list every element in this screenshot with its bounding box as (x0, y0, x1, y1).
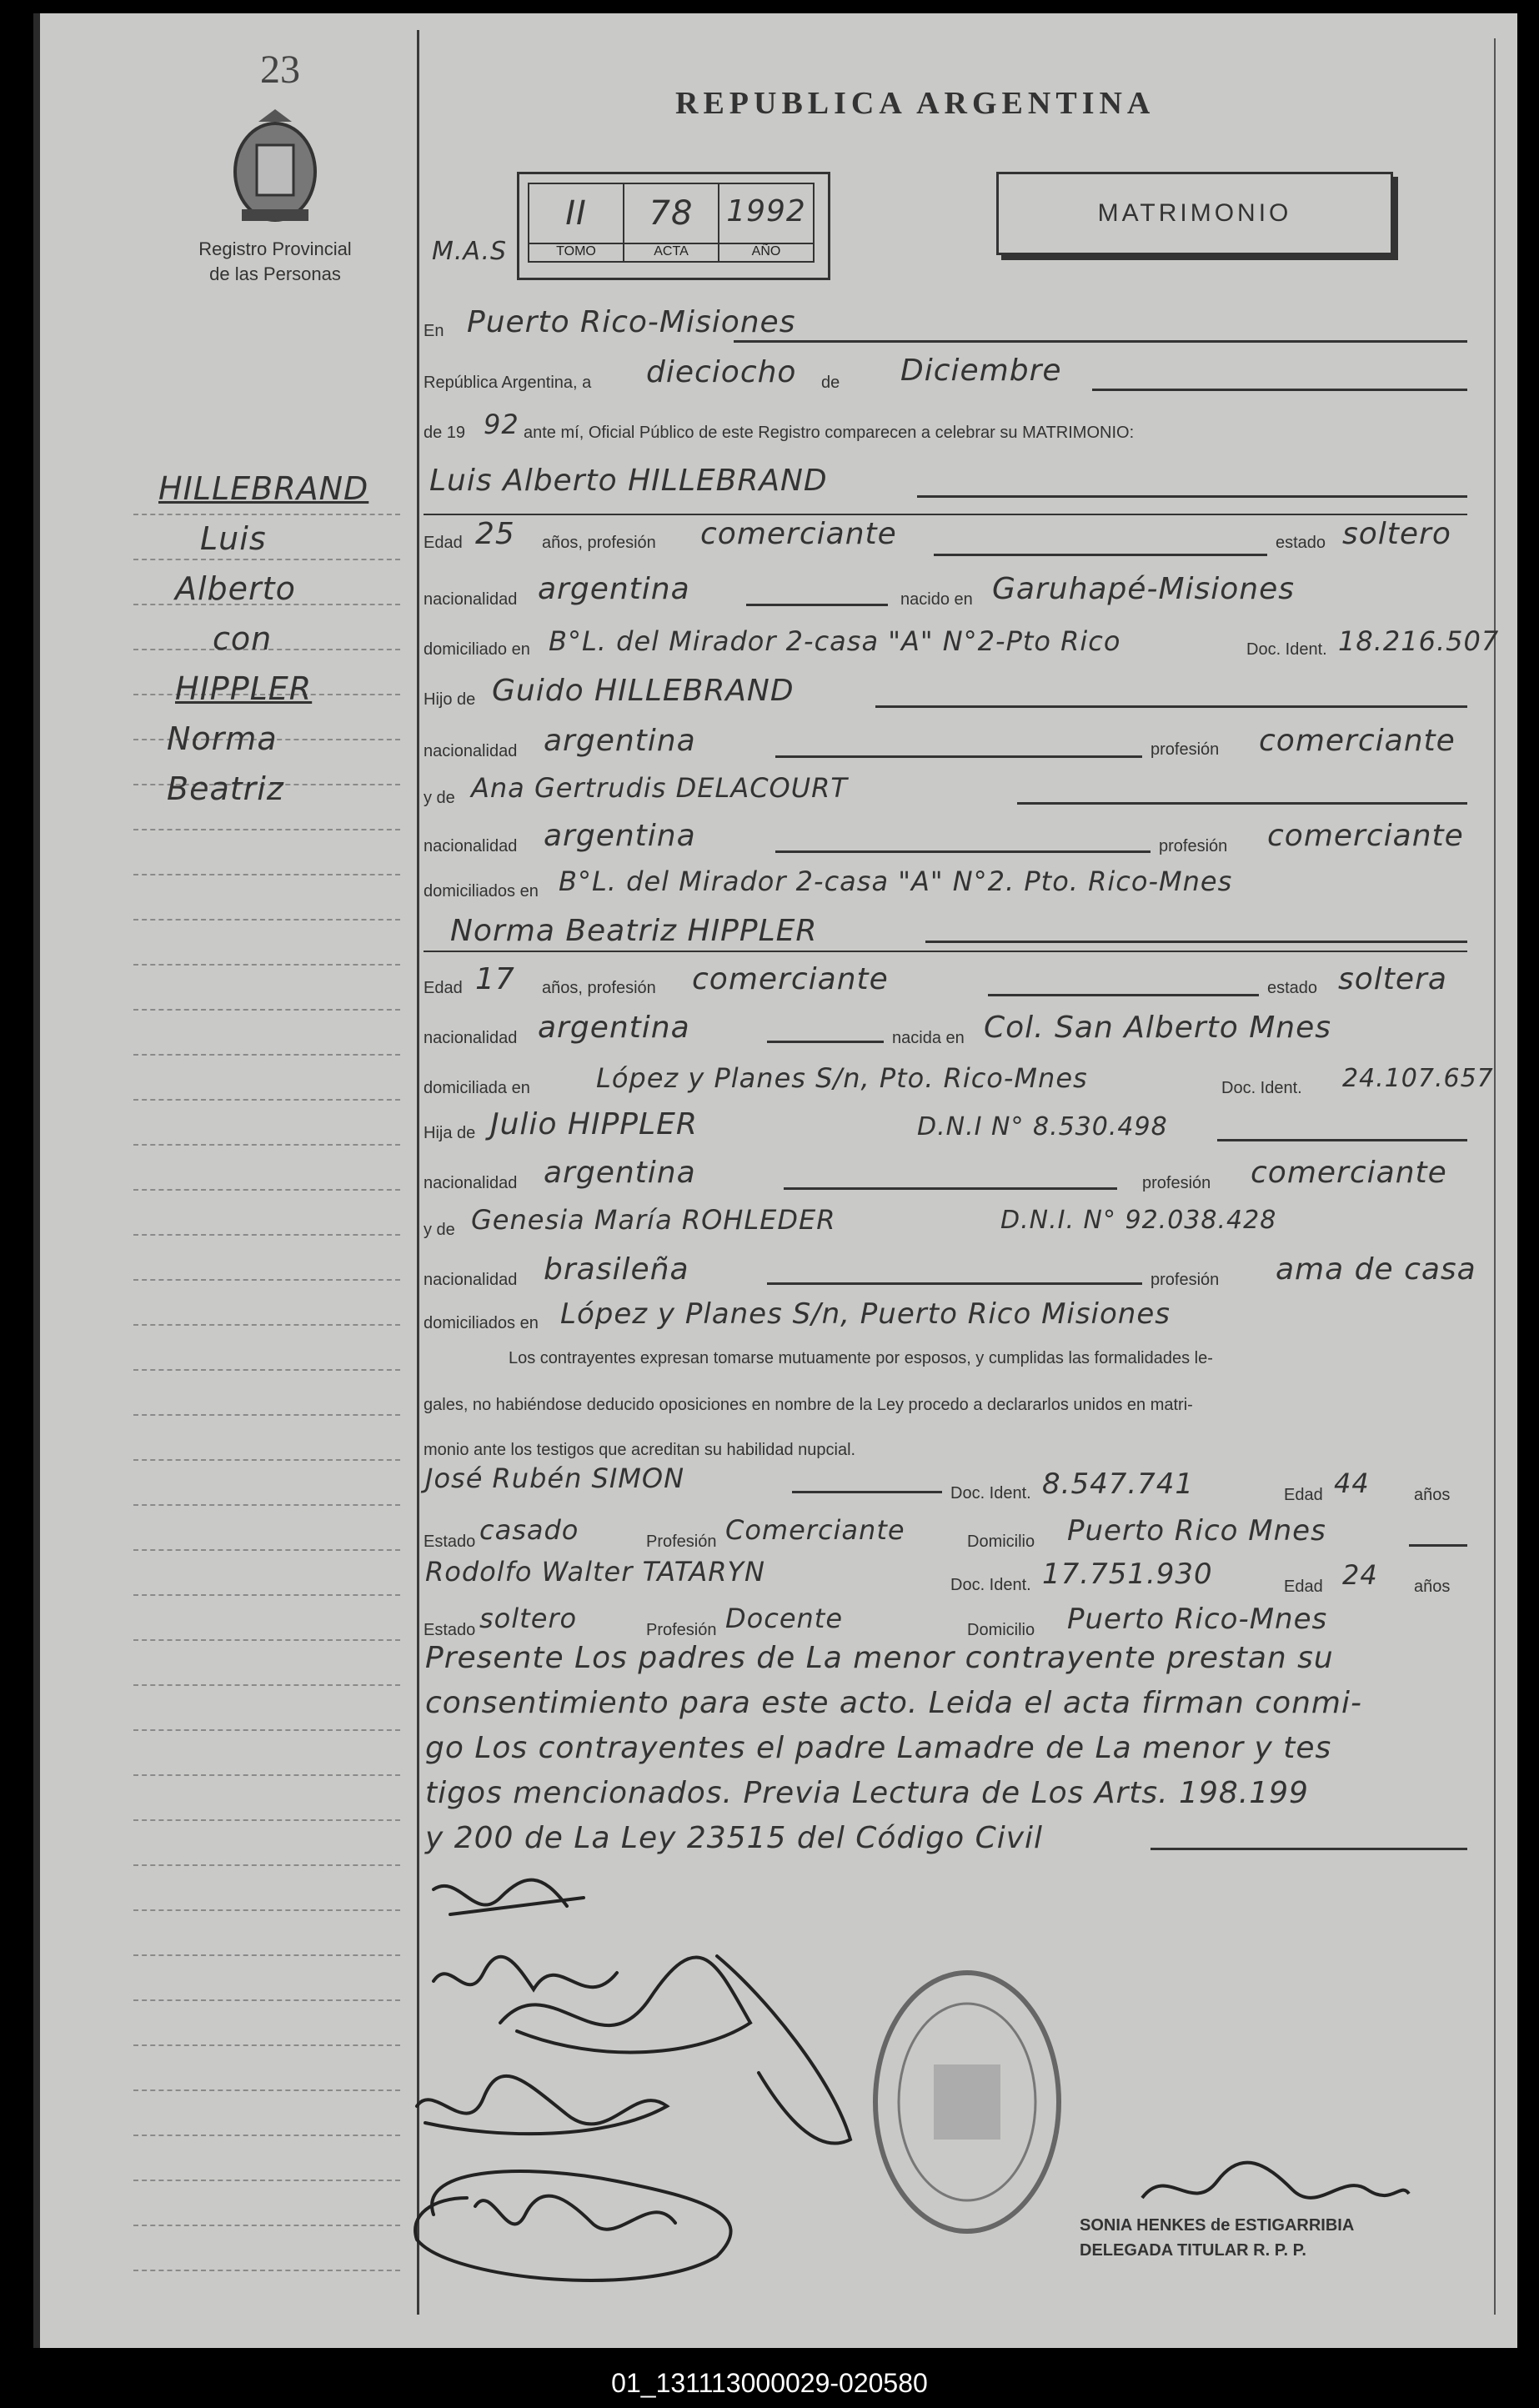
bride-mother: Genesia María ROHLEDER (471, 1204, 836, 1236)
margin-ruled-line (133, 2044, 400, 2046)
groom-domicilio-label: domiciliado en (424, 640, 530, 659)
bride-mother-nac-label: nacionalidad (424, 1271, 518, 1289)
margin-ruled-line (133, 1369, 400, 1371)
bride-father-nac-label: nacionalidad (424, 1174, 518, 1192)
witness1-name: José Rubén SIMON (425, 1462, 684, 1494)
bride-mother-prof-label: profesión (1150, 1271, 1220, 1289)
bride-estado: soltera (1338, 962, 1447, 996)
day: dieciocho (646, 355, 797, 389)
margin-ruled-line (133, 2225, 400, 2226)
month: Diciembre (900, 354, 1062, 388)
margin-ruled-line (133, 1864, 400, 1866)
witness1-edad: 44 (1334, 1467, 1370, 1499)
witness2-domicilio: Puerto Rico-Mnes (1067, 1603, 1328, 1636)
bride-mother-nac: brasileña (544, 1252, 689, 1287)
margin-ruled-line (133, 1324, 400, 1326)
bride-doc-label: Doc. Ident. (1221, 1079, 1302, 1097)
groom-parents-dom-label: domiciliados en (424, 882, 539, 900)
bride-parents-dom-label: domiciliados en (424, 1314, 539, 1332)
margin-ruled-line (133, 1234, 400, 1236)
groom-mother-prof: comerciante (1267, 819, 1464, 853)
groom-name: Luis Alberto HILLEBRAND (429, 464, 828, 498)
witness1-estado: casado (479, 1514, 579, 1546)
margin-ruled-line (133, 2180, 400, 2181)
groom-nacionalidad: argentina (538, 572, 690, 606)
margin-ruled-line (133, 964, 400, 966)
bride-parents-dom: López y Planes S/n, Puerto Rico Misiones (560, 1297, 1171, 1331)
bride-father-nac: argentina (544, 1156, 696, 1190)
bride-mother-label: y de (424, 1221, 455, 1239)
bride-father-prof: comerciante (1251, 1156, 1447, 1190)
groom-mother-nac: argentina (544, 819, 696, 853)
groom-mother-nac-label: nacionalidad (424, 837, 518, 855)
groom-father-prof: comerciante (1259, 724, 1456, 758)
ano-label: AÑO (719, 243, 813, 259)
book-code: M.A.S (432, 237, 508, 266)
margin-ruled-line (133, 1549, 400, 1551)
official-signature (1134, 2148, 1417, 2223)
margin-ruled-line (133, 514, 400, 515)
witness2-profesion-label: Profesión (646, 1621, 717, 1639)
witness2-doc-label: Doc. Ident. (950, 1576, 1031, 1594)
doc-type-box (996, 172, 1393, 255)
bride-profesion-label: años, profesión (542, 979, 656, 997)
registry-name-line1: Registro Provincial (198, 238, 352, 259)
notes-line-1: Presente Los padres de La menor contrayente prestan su (425, 1641, 1334, 1675)
witness2-domicilio-label: Domicilio (967, 1621, 1035, 1639)
margin-ruled-line (133, 1999, 400, 2001)
bride-estado-label: estado (1267, 979, 1318, 997)
year-suffix: 92 (484, 409, 519, 440)
bride-nacionalidad: argentina (538, 1011, 690, 1045)
registry-name-line2: de las Personas (209, 263, 341, 284)
official-title: DELEGADA TITULAR R. P. P. (1080, 2241, 1306, 2260)
groom-edad: 25 (475, 517, 515, 551)
en-label: En (424, 322, 444, 340)
bride-father: Julio HIPPLER (490, 1107, 698, 1141)
place: Puerto Rico-Misiones (467, 305, 796, 339)
intro-statement: ante mí, Oficial Público de este Registro comparecen a celebrar su MATRIMONIO: (524, 424, 1135, 442)
margin-ruled-line (133, 1054, 400, 1056)
declaration-line-3: monio ante los testigos que acreditan su habilidad nupcial. (424, 1441, 856, 1459)
bride-nacida: Col. San Alberto Mnes (984, 1011, 1332, 1045)
country-title: REPUBLICA ARGENTINA (675, 86, 1156, 121)
margin-ruled-line (133, 1774, 400, 1776)
bride-father-label: Hija de (424, 1124, 476, 1142)
groom-father: Guido HILLEBRAND (492, 674, 795, 708)
bride-doc: 24.107.657 (1342, 1064, 1494, 1093)
doc-type: MATRIMONIO (1097, 199, 1292, 227)
image-caption: 01_131113000029-020580 (611, 2368, 928, 2398)
margin-ruled-line (133, 2270, 400, 2271)
bride-nacida-label: nacida en (892, 1029, 965, 1047)
bride-domicilio-label: domiciliada en (424, 1079, 530, 1097)
notes-line-5: y 200 de La Ley 23515 del Código Civil (425, 1821, 1044, 1855)
groom-doc-label: Doc. Ident. (1246, 640, 1327, 659)
groom-mother-label: y de (424, 789, 455, 807)
bride-nacionalidad-label: nacionalidad (424, 1029, 518, 1047)
margin-name-bride-2: Beatriz (167, 770, 284, 807)
margin-name-groom-1: Luis (200, 520, 267, 557)
margin-surname-bride: HIPPLER (175, 670, 313, 707)
groom-estado: soltero (1342, 517, 1451, 551)
groom-parents-dom: B°L. del Mirador 2-casa "A" N°2. Pto. Rico-Mnes (559, 865, 1233, 897)
margin-ruled-line (133, 1594, 400, 1596)
official-seal-stamp (867, 1964, 1067, 2240)
binding-edge (33, 13, 40, 2348)
record-box (517, 172, 830, 280)
witness1-estado-label: Estado (424, 1533, 476, 1551)
groom-doc: 18.216.507 (1338, 625, 1500, 657)
witness1-anos-label: años (1414, 1486, 1451, 1504)
groom-nacido-label: nacido en (900, 590, 973, 609)
margin-ruled-line (133, 1009, 400, 1011)
republic-label: República Argentina, a (424, 374, 592, 392)
groom-profesion-label: años, profesión (542, 534, 656, 552)
groom-mother-prof-label: profesión (1159, 837, 1228, 855)
bride-mother-prof: ama de casa (1276, 1252, 1476, 1287)
groom-nacionalidad-label: nacionalidad (424, 590, 518, 609)
declaration-line-2: gales, no habiéndose deducido oposiciones en nombre de la Ley procedo a declararlos unidos en matri- (424, 1396, 1193, 1414)
margin-ruled-line (133, 1954, 400, 1956)
declaration-line-1: Los contrayentes expresan tomarse mutuamente por esposos, y cumplidas las formalidades le- (509, 1349, 1213, 1367)
margin-ruled-line (133, 1909, 400, 1911)
bride-profesion: comerciante (692, 962, 889, 996)
coat-of-arms-icon (225, 105, 325, 230)
groom-profesion: comerciante (700, 517, 897, 551)
right-border-rule (1494, 38, 1496, 2315)
margin-ruled-line (133, 2135, 400, 2136)
groom-father-label: Hijo de (424, 690, 476, 709)
bride-father-prof-label: profesión (1142, 1174, 1211, 1192)
margin-name-groom-2: Alberto (175, 570, 296, 607)
groom-father-nac-label: nacionalidad (424, 742, 518, 760)
margin-ruled-line (133, 2089, 400, 2091)
notes-line-2: consentimiento para este acto. Leida el acta firman conmi- (425, 1686, 1362, 1720)
acta-value: 78 (649, 194, 694, 233)
witness1-doc-label: Doc. Ident. (950, 1484, 1031, 1502)
bride-father-doc: D.N.I N° 8.530.498 (917, 1112, 1168, 1141)
tomo-label: TOMO (529, 243, 623, 259)
witness1-profesion-label: Profesión (646, 1533, 717, 1551)
margin-ruled-line (133, 1099, 400, 1101)
margin-surname-groom: HILLEBRAND (158, 470, 369, 507)
bride-name: Norma Beatriz HIPPLER (450, 914, 818, 948)
groom-father-prof-label: profesión (1150, 740, 1220, 759)
witness1-domicilio: Puerto Rico Mnes (1067, 1514, 1326, 1548)
witness2-doc: 17.751.930 (1042, 1558, 1213, 1591)
margin-ruled-line (133, 559, 400, 560)
page-number: 23 (260, 48, 300, 92)
margin-ruled-line (133, 1189, 400, 1191)
witness2-profesion: Docente (725, 1603, 844, 1634)
groom-domicilio: B°L. del Mirador 2-casa "A" N°2-Pto Rico (549, 625, 1121, 657)
groom-edad-label: Edad (424, 534, 463, 552)
year-label: de 19 (424, 424, 466, 442)
groom-nacido: Garuhapé-Misiones (992, 572, 1296, 606)
witness1-profesion: Comerciante (725, 1514, 905, 1546)
witness2-name: Rodolfo Walter TATARYN (425, 1556, 765, 1588)
notes-line-3: go Los contrayentes el padre Lamadre de La menor y tes (425, 1731, 1332, 1765)
margin-ruled-line (133, 1144, 400, 1146)
tomo-value: II (565, 194, 587, 233)
witness2-anos-label: años (1414, 1578, 1451, 1596)
margin-ruled-line (133, 1729, 400, 1731)
margin-ruled-line (133, 919, 400, 921)
groom-estado-label: estado (1276, 534, 1326, 552)
witness2-estado: soltero (479, 1603, 578, 1634)
groom-mother: Ana Gertrudis DELACOURT (471, 772, 848, 804)
witness2-edad: 24 (1342, 1559, 1378, 1591)
margin-ruled-line (133, 874, 400, 875)
witness2-edad-label: Edad (1284, 1578, 1323, 1596)
witness1-doc: 8.547.741 (1042, 1467, 1195, 1501)
margin-ruled-line (133, 829, 400, 830)
bride-edad-label: Edad (424, 979, 463, 997)
margin-con: con (213, 620, 273, 657)
margin-ruled-line (133, 1819, 400, 1821)
witness2-estado-label: Estado (424, 1621, 476, 1639)
margin-ruled-line (133, 1459, 400, 1461)
witness1-edad-label: Edad (1284, 1486, 1323, 1504)
groom-father-nac: argentina (544, 724, 696, 758)
margin-ruled-line (133, 1684, 400, 1686)
margin-ruled-line (133, 1414, 400, 1416)
official-name: SONIA HENKES de ESTIGARRIBIA (1080, 2216, 1355, 2235)
ano-value: 1992 (726, 194, 806, 228)
bride-edad: 17 (475, 962, 515, 996)
bride-domicilio: López y Planes S/n, Pto. Rico-Mnes (596, 1062, 1088, 1094)
margin-name-bride-1: Norma (167, 720, 278, 757)
margin-ruled-line (133, 1279, 400, 1281)
margin-ruled-line (133, 1639, 400, 1641)
witness1-domicilio-label: Domicilio (967, 1533, 1035, 1551)
de-label: de (821, 374, 840, 392)
bride-mother-doc: D.N.I. N° 92.038.428 (1000, 1206, 1277, 1235)
certificate-page (33, 13, 1517, 2348)
acta-label: ACTA (624, 243, 718, 259)
notes-line-4: tigos mencionados. Previa Lectura de Los Arts. 198.199 (425, 1776, 1309, 1810)
margin-ruled-line (133, 1504, 400, 1506)
